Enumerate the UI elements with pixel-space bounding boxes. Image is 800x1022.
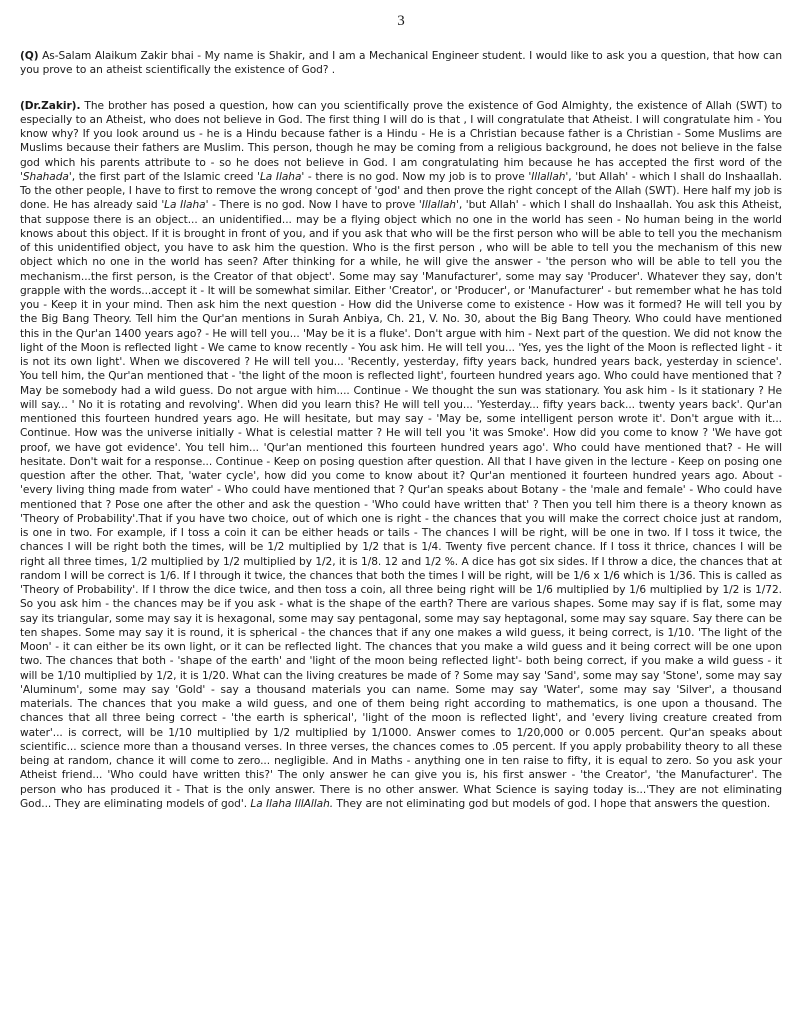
answer-text: The brother has posed a question, how can you scientifically prove the existence of God Almighty, the existence of Allah (SWT) to especially to an Atheist, who does not believe in God. The first thing I will do is that , I will congratulate that Atheist. I will congratulate him - You know why? If you look around us - he is a Hindu because father is a Hindu - He is a Christian because father is a Christian - Some Muslims are Muslims because their fathers are Muslim. This person, though he may be coming from a religious background, he does not believe in the false god which his parents attribute to - so he does not believe in God. I am congratulating him because he has accepted the first word of the [20, 99, 782, 169]
question-paragraph [20, 49, 782, 78]
answer-italic-term: 'La Ilaha' [161, 199, 209, 212]
answer-paragraph [20, 99, 782, 812]
answer-speaker: (Dr.Zakir). [20, 99, 81, 112]
answer-italic-term: 'Illallah' [528, 170, 569, 183]
answer-text: , 'but Allah' - which I shall do Inshaallah. You ask this Atheist, that suppose there is an object... an unidentified... may be a flying object which no one in the world has seen - No human being in the world knows about this object. If it is brought in front of you, and if you ask that who will be the first person who will be able to tell you the mechanism of this unidentified object, you have to ask him the question. Who is the first person , who will be able to tell you the mechanism of this new object which no one in the world has seen? After thinking for a while, he will give the answer - 'the person who will be able to tell you the mechanism...the first person, is the Creator of that object'. Some may say 'Manufacturer', some may say 'Producer'. Whatever they say, don't grapple with the words...accept it - It will be somewhat similar. Either 'Creator', or 'Producer', or 'Manufacturer' - but remember what he has told you - Keep it in your mind. Then ask him the next question - How did the Universe come to existence - How was it formed? He will tell you by the Big Bang Theory. Tell him the Qur'an mentions in Surah Anbiya, Ch. 21, V. No. 30, about the Big Bang Theory. Who could have mentioned this in the Qur'an 1400 years ago? - He will tell you... 'May be it is a fluke'. Don't argue with him - Next part of the question. We did not know the light of the Moon is reflected light - We came to know recently - You ask him. He will tell you... 'Yes, yes the light of the Moon is reflected light - it is not its own light'. When we discovered ? He will tell you... 'Recently, yesterday, fifty years back, hundred years back, yesterday in science'. You tell him, the Qur'an mentioned that - 'the light of the moon is reflected light', fourteen hundred years ago. Who could have mentioned that ? May be somebody had a wild guess. Do not argue with him.... Continue - We thought the sun was stationary. You ask him - Is it stationary ? He will say... ' No it is rotating and revolving'. When did you learn this? He will tell you... 'Yesterday... fifty years back... twenty years back'. Qur'an mentioned this fourteen hundred years ago. He will hesitate, but may say - 'May be, some intelligent person wrote it'. Don't argue with it... Continue. How was the universe initially - What is celestial matter ? He will tell you 'it was Smoke'. How did you come to know ? 'We have got proof, we have got evidence'. You tell him... 'Qur'an mentioned this fourteen hundred years ago'. Who could have mentioned that? - He will hesitate. Don't wait for a response... Continue - Keep on posing question after question. All that I have given in the lecture - Keep on posing one question after the other. That, 'water cycle', how did you come to know about it? Qur'an mentioned it fourteen hundred years ago. About - 'every living thing made from water' - Who could have mentioned that ? Qur'an speaks about Botany - the 'male and female' - Who could have mentioned that ? Pose one after the other and ask the question - 'Who could have written that' ? Then you tell him there is a theory known as 'Theory of Probability'.That if you have two choice, out of which one is right - the chances that you will make the correct choice just at random, is one in two. For example, if I toss a coin it can be either heads or tails - The chances I will be right, will be one in two. If I toss it twice, the chances I will be right both the times, will be 1/2 multiplied by 1/2 that is 1/4. Twenty five percent chance. If I toss it thrice, chances I will be right all three times, 1/2 multiplied by 1/2 multiplied by 1/2, it is 1/8. 12 and 1/2 %. A dice has got six sides. If I throw a dice, the chances that at random I will be correct is 1/6. If I through it twice, the chances that both the times I will be right, will be 1/6 x 1/6 which is 1/36. This is called as 'Theory of Probability'. If I throw the dice twice, and then toss a coin, all three being right will be 1/6 multiplied by 1/6 multiplied by 1/2 is 1/72. So you ask him - the chances may be if you ask - what is the shape of the earth? There are various shapes. Some may say if is flat, some may say its triangular, some may say it is hexagonal, some may say pentagonal, some may say heptagonal, some may say square. Say there can be ten shapes. Some may say it is round, it is spherical - the chances that if any one makes a wild guess, it being correct, is 1/10. 'The light of the Moon' - it can either be its own light, or it can be reflected light. The chances that you make a wild guess and it being correct will be one upon two. The chances that both - 'shape of the earth' and 'light of the moon being reflected light'- both being correct, if you make a wild guess - it will be 1/10 multiplied by 1/2, it is 1/20. What can the living creatures be made of ? Some may say 'Sand', some may say 'Stone', some may say 'Aluminum', some may say 'Gold' - say a thousand materials you can name. Some may say 'Water', some may say 'Silver', a thousand materials. The chances that you make a wild guess, and one of them being right according to mathematics, is one upon a thousand. The chances that all three being correct - 'the earth is spherical', 'light of the moon is reflected light', and 'every living creature created from water'... is correct, will be 1/10 multiplied by 1/2 multiplied by 1/1000. Answer comes to 1/20,000 or 0.005 percent. Qur'an speaks about scientific... science more than a thousand verses. In three verses, the chances comes to .05 percent. If you apply probability theory to all these being at random, chance it will come to zero... negligible. And in Maths - anything one in ten raise to fifty, it is equal to zero. So you ask your Atheist friend... 'Who could have written this?' The only answer he can give you is, his first answer - 'the Creator', 'the Manufacturer'. The person who has produced it - That is the only answer. There is no other answer. What Science is saying today is...'They are not eliminating God... They are eliminating models of god'. [20, 199, 782, 810]
page-number: 3 [397, 13, 405, 29]
answer-italic-term: 'La Ilaha' [257, 170, 305, 183]
answer-text: , the first part of the Islamic creed [71, 170, 258, 183]
question-text: As-Salam Alaikum Zakir bhai - My name is Shakir, and I am a Mechanical Engineer student. I would like to ask you a question, that how can you prove to an atheist scientifically the existence of God? . [20, 50, 782, 77]
question-speaker: (Q) [20, 50, 39, 62]
answer-italic-term: 'Shahada' [20, 170, 72, 183]
answer-text: - There is no god. Now I have to prove [208, 199, 419, 212]
answer-text: They are not eliminating god but models of god. I hope that answers the question. [333, 797, 771, 810]
answer-italic-term: 'Illallah' [418, 199, 459, 212]
answer-italic-term: La Ilaha IllAllah. [250, 797, 334, 810]
answer-text: - there is no god. Now my job is to prove [304, 170, 529, 183]
answer-text: , 'but Allah' - which I shall do Inshaallah. To the other people, I have to first to remove the wrong concept of 'god' and then prove the right concept of the Allah (SWT). Here half my job is done. He has already said [20, 170, 782, 212]
